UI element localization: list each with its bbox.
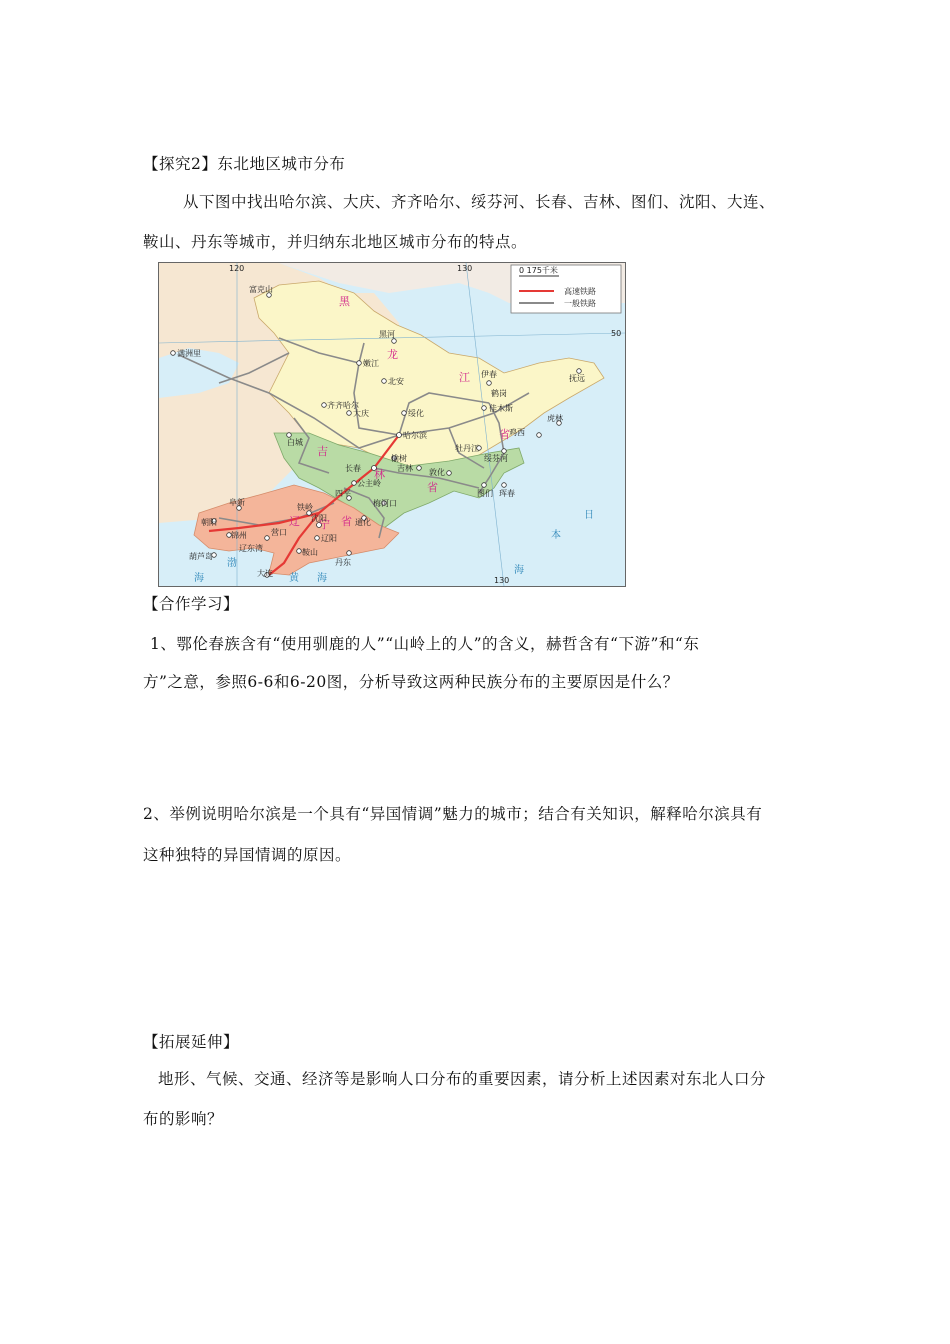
province-char: 江 <box>459 371 470 384</box>
city-label: 珲春 <box>499 489 515 498</box>
city-label: 抚远 <box>569 374 585 383</box>
city-label: 大庆 <box>353 409 369 418</box>
city-label: 吉林 <box>397 464 413 473</box>
lon-120-label: 120 <box>229 264 245 273</box>
sea-char: 海 <box>514 565 524 576</box>
city-label: 嫩江 <box>363 359 379 368</box>
city-label: 长春 <box>345 464 361 473</box>
province-char: 黑 <box>339 295 350 308</box>
question-2: 2、举例说明哈尔滨是一个具有“异国情调”魅力的城市；结合有关知识，解释哈尔滨具有 <box>143 805 763 823</box>
lon-130-bottom-label: 130 <box>494 576 510 585</box>
city-label: 营口 <box>271 528 287 537</box>
sea-char: 海 <box>194 573 204 584</box>
legend-normal-rail: 一般铁路 <box>564 299 596 308</box>
instruction-text-cont: 鞍山、丹东等城市，并归纳东北地区城市分布的特点。 <box>143 233 528 251</box>
section-heading-explore: 【探究2】东北地区城市分布 <box>143 155 346 173</box>
map-scale: 0 175千米 <box>519 266 558 275</box>
question-1: 1、鄂伦春族含有“使用驯鹿的人”“山岭上的人”的含义，赫哲含有“下游”和“东 <box>150 635 700 653</box>
city-label: 绥化 <box>408 409 424 418</box>
city-label: 铁岭 <box>297 503 313 512</box>
city-label: 梅河口 <box>373 499 397 508</box>
city-label: 鸡西 <box>509 428 525 437</box>
northeast-china-map <box>158 262 626 587</box>
province-char: 省 <box>499 428 510 441</box>
city-label: 满洲里 <box>177 349 201 358</box>
sea-char: 本 <box>551 530 561 541</box>
instruction-text: 从下图中找出哈尔滨、大庆、齐齐哈尔、绥芬河、长春、吉林、图们、沈阳、大连、 <box>183 193 776 211</box>
city-label: 沈阳 <box>311 514 327 523</box>
province-char: 省 <box>427 481 438 494</box>
province-char: 辽 <box>289 515 300 528</box>
city-label: 朝阳 <box>201 518 217 527</box>
city-label: 牡丹江 <box>455 444 479 453</box>
question-1-cont: 方”之意，参照6-6和6-20图，分析导致这两种民族分布的主要原因是什么？ <box>143 673 679 691</box>
city-label: 葫芦岛 <box>189 552 213 561</box>
city-label: 阜新 <box>229 498 245 507</box>
extension-text-cont: 布的影响？ <box>143 1110 224 1128</box>
extension-text: 地形、气候、交通、经济等是影响人口分布的重要因素，请分析上述因素对东北人口分 <box>158 1070 767 1088</box>
province-char: 林 <box>374 468 385 481</box>
province-char: 龙 <box>387 348 398 361</box>
sea-char: 日 <box>584 510 594 521</box>
province-char: 宁 <box>319 518 330 531</box>
lat-50-label: 50 <box>611 329 622 338</box>
city-label: 四平 <box>335 489 351 498</box>
province-char: 吉 <box>317 445 328 458</box>
city-label: 辽东湾 <box>239 544 263 553</box>
city-label: 大连 <box>257 569 273 578</box>
city-label: 通化 <box>355 518 371 527</box>
city-label: 丹东 <box>335 558 351 567</box>
legend-high-speed: 高速铁路 <box>564 287 596 296</box>
city-label: 锦州 <box>231 531 247 540</box>
city-label: 绥芬河 <box>484 454 508 463</box>
city-label: 齐齐哈尔 <box>327 401 359 410</box>
city-label: 哈尔滨 <box>403 431 427 440</box>
city-label: 伊春 <box>481 370 497 379</box>
question-2-cont: 这种独特的异国情调的原因。 <box>143 846 352 864</box>
sea-char: 渤 <box>227 558 237 569</box>
sea-char: 黄 <box>289 573 299 584</box>
sea-char: 海 <box>317 573 327 584</box>
city-label: 图们 <box>477 489 493 498</box>
city-label: 富克山 <box>249 285 273 294</box>
city-label: 鞍山 <box>302 548 318 557</box>
city-label: 辽阳 <box>321 534 337 543</box>
city-label: 榆树 <box>391 454 407 463</box>
city-label: 公主岭 <box>357 479 381 488</box>
city-label: 白城 <box>287 438 303 447</box>
city-label: 鹤岗 <box>491 389 507 398</box>
province-char: 省 <box>341 515 352 528</box>
city-label: 虎林 <box>547 414 563 423</box>
city-label: 北安 <box>388 377 404 386</box>
lon-130-label: 130 <box>457 264 473 273</box>
city-label: 黑河 <box>379 330 395 339</box>
city-label: 佳木斯 <box>489 404 513 413</box>
city-label: 敦化 <box>429 468 445 477</box>
section-heading-cooperative: 【合作学习】 <box>143 595 240 613</box>
section-heading-extension: 【拓展延伸】 <box>143 1033 240 1051</box>
